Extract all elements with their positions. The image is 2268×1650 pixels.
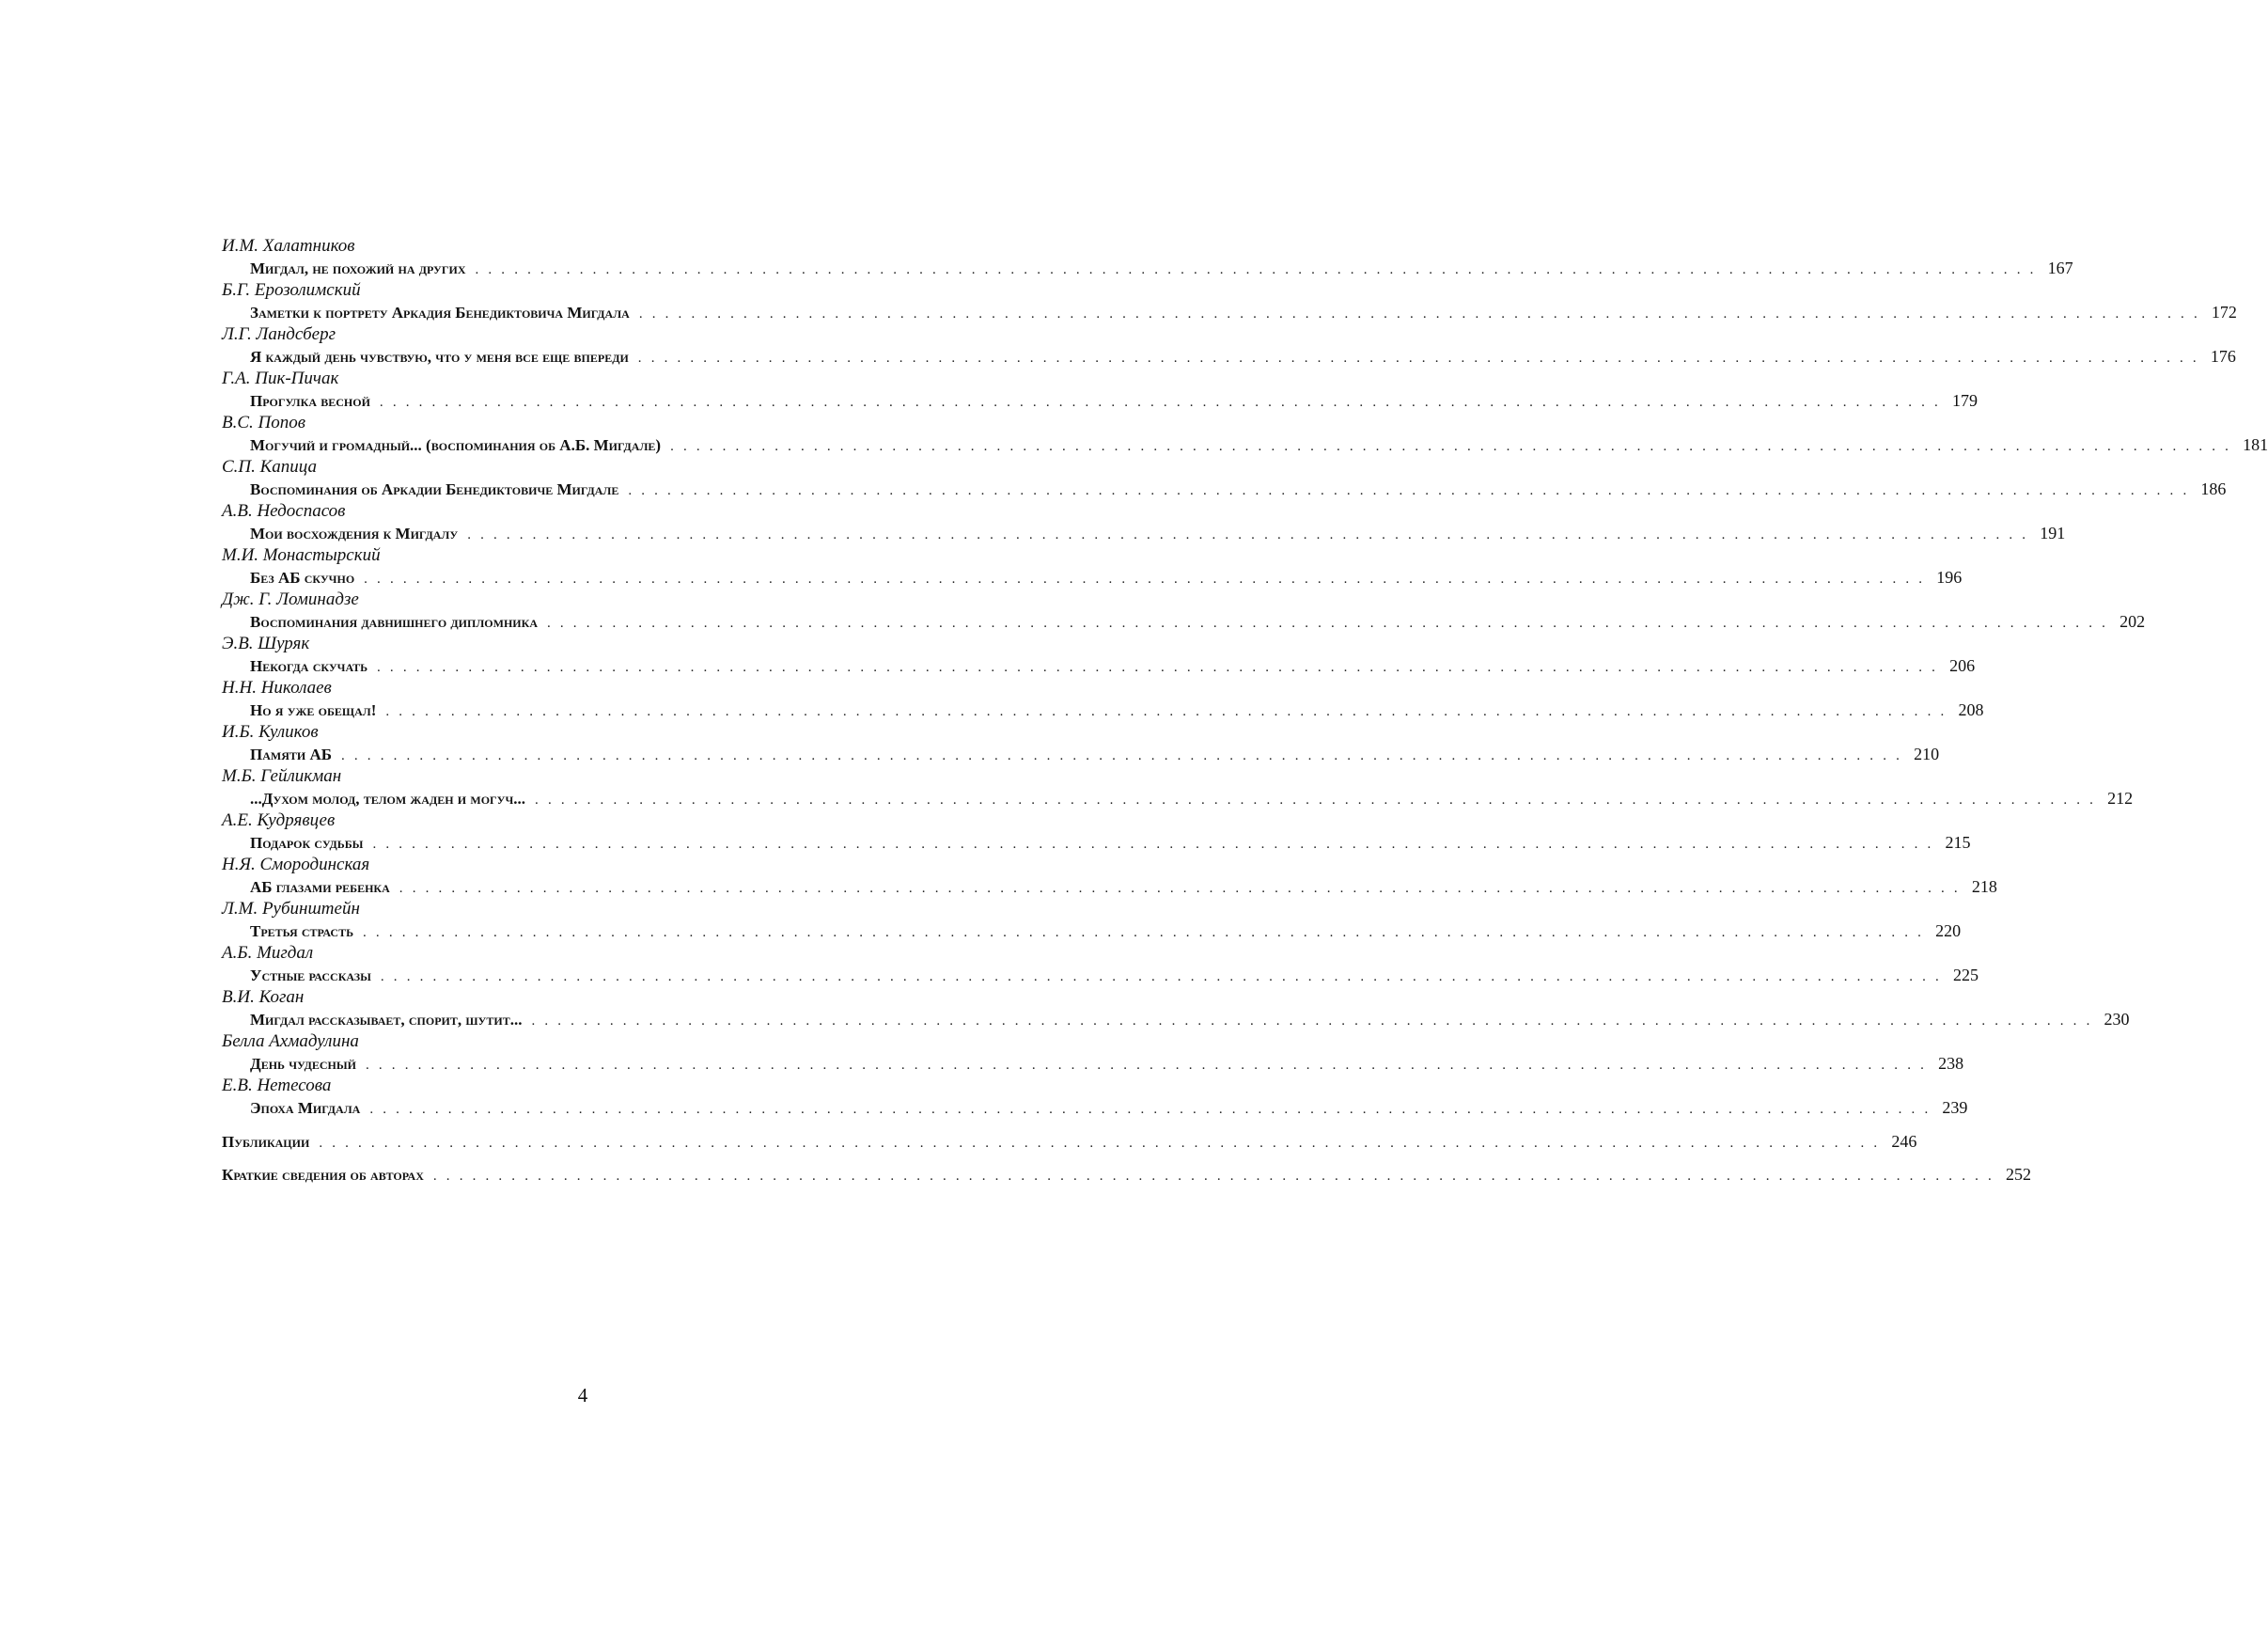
toc-entry[interactable] [222, 522, 2066, 544]
toc-page-number: 246 [1891, 1132, 1917, 1151]
dot-leader: . . . . . . . . . . . . . . . . . . . . . . . . . . . . . . . . . . . . . . . . . . . . . . . . . . . . . . . . . . . . . . . . . . . . . . . . . . . . . . . . . . . . . . . . . . . . . . . . . . . . . . . . . . . . . . . . . . . . . . . . [377, 660, 1939, 675]
toc-page-number: 220 [1935, 921, 1962, 940]
dot-leader: . . . . . . . . . . . . . . . . . . . . . . . . . . . . . . . . . . . . . . . . . . . . . . . . . . . . . . . . . . . . . . . . . . . . . . . . . . . . . . . . . . . . . . . . . . . . . . . . . . . . . . . . . . . . . . . . . . . . . . . . [364, 572, 1926, 587]
toc-entry[interactable] [222, 699, 1984, 721]
dot-leader: . . . . . . . . . . . . . . . . . . . . . . . . . . . . . . . . . . . . . . . . . . . . . . . . . . . . . . . . . . . . . . . . . . . . . . . . . . . . . . . . . . . . . . . . . . . . . . . . . . . . . . . . . . . . . . . . . . . . . . . . [379, 395, 1941, 410]
toc-page-number: 191 [2040, 524, 2066, 542]
toc-entry[interactable] [222, 389, 1978, 412]
toc-page-number: 206 [1949, 656, 1976, 675]
toc-entry-title: Мигдал рассказывает, спорит, шутит... [250, 1011, 523, 1029]
toc-entry-title: ...Духом молод, телом жаден и могуч... [250, 790, 526, 808]
toc-entry[interactable] [222, 610, 2146, 633]
toc-entry-title: День чудесный [250, 1055, 356, 1073]
toc-author: А.Е. Кудрявцев [222, 810, 336, 830]
toc-author: А.Б. Мигдал [222, 943, 314, 963]
toc-author: М.И. Монастырский [222, 545, 381, 565]
toc-entry-title: Некогда скучать [250, 657, 368, 675]
toc-entry[interactable] [222, 566, 1963, 589]
dot-leader: . . . . . . . . . . . . . . . . . . . . . . . . . . . . . . . . . . . . . . . . . . . . . . . . . . . . . . . . . . . . . . . . . . . . . . . . . . . . . . . . . . . . . . . . . . . . . . . . . . . . . . . . . . . . . . . . . . . . . . . . [319, 1136, 1881, 1151]
toc-page-number: 212 [2107, 789, 2134, 808]
dot-leader: . . . . . . . . . . . . . . . . . . . . . . . . . . . . . . . . . . . . . . . . . . . . . . . . . . . . . . . . . . . . . . . . . . . . . . . . . . . . . . . . . . . . . . . . . . . . . . . . . . . . . . . . . . . . . . . . . . . . . . . . [637, 351, 2199, 366]
toc-section-title: Краткие сведения об авторах [222, 1166, 424, 1184]
dot-leader: . . . . . . . . . . . . . . . . . . . . . . . . . . . . . . . . . . . . . . . . . . . . . . . . . . . . . . . . . . . . . . . . . . . . . . . . . . . . . . . . . . . . . . . . . . . . . . . . . . . . . . . . . . . . . . . . . . . . . . . . [475, 262, 2037, 277]
toc-author: Н.Я. Смородинская [222, 855, 370, 874]
toc-author: Дж. Г. Ломинадзе [222, 589, 359, 609]
toc-entry-title: Без АБ скучно [250, 569, 355, 587]
dot-leader: . . . . . . . . . . . . . . . . . . . . . . . . . . . . . . . . . . . . . . . . . . . . . . . . . . . . . . . . . . . . . . . . . . . . . . . . . . . . . . . . . . . . . . . . . . . . . . . . . . . . . . . . . . . . . . . . . . . . . . . . [399, 881, 1961, 896]
toc-entry-title: Памяти АБ [250, 746, 332, 763]
toc-entry-title: Мои восхождения к Мигдалу [250, 525, 459, 542]
toc-page-number: 196 [1936, 568, 1963, 587]
toc-author: Л.Г. Ландсберг [222, 324, 336, 344]
dot-leader: . . . . . . . . . . . . . . . . . . . . . . . . . . . . . . . . . . . . . . . . . . . . . . . . . . . . . . . . . . . . . . . . . . . . . . . . . . . . . . . . . . . . . . . . . . . . . . . . . . . . . . . . . . . . . . . . . . . . . . . . [366, 1058, 1928, 1073]
toc-page-number: 172 [2211, 303, 2237, 322]
dot-leader: . . . . . . . . . . . . . . . . . . . . . . . . . . . . . . . . . . . . . . . . . . . . . . . . . . . . . . . . . . . . . . . . . . . . . . . . . . . . . . . . . . . . . . . . . . . . . . . . . . . . . . . . . . . . . . . . . . . . . . . . [372, 837, 1934, 852]
toc-entry[interactable] [222, 787, 2134, 809]
toc-page-number: 215 [1945, 833, 1971, 852]
toc-page-number: 181 [2243, 435, 2268, 454]
toc-author: Л.М. Рубинштейн [222, 899, 360, 919]
dot-leader: . . . . . . . . . . . . . . . . . . . . . . . . . . . . . . . . . . . . . . . . . . . . . . . . . . . . . . . . . . . . . . . . . . . . . . . . . . . . . . . . . . . . . . . . . . . . . . . . . . . . . . . . . . . . . . . . . . . . . . . . [341, 748, 1903, 763]
dot-leader: . . . . . . . . . . . . . . . . . . . . . . . . . . . . . . . . . . . . . . . . . . . . . . . . . . . . . . . . . . . . . . . . . . . . . . . . . . . . . . . . . . . . . . . . . . . . . . . . . . . . . . . . . . . . . . . . . . . . . . . . [363, 925, 1925, 940]
dot-leader: . . . . . . . . . . . . . . . . . . . . . . . . . . . . . . . . . . . . . . . . . . . . . . . . . . . . . . . . . . . . . . . . . . . . . . . . . . . . . . . . . . . . . . . . . . . . . . . . . . . . . . . . . . . . . . . . . . . . . . . . [432, 1169, 1994, 1184]
toc-entry[interactable] [222, 743, 1940, 765]
toc-entry[interactable] [222, 919, 1962, 942]
toc-page-number: 252 [2005, 1165, 2031, 1184]
toc-entry-title: Третья страсть [250, 922, 354, 940]
toc-entry[interactable] [222, 433, 2268, 456]
toc-page-number: 186 [2200, 479, 2227, 498]
toc-entry-title: Эпоха Мигдала [250, 1099, 361, 1117]
toc-entry-title: Устные рассказы [250, 966, 371, 984]
toc-entry-title: Я каждый день чувствую, что у меня все еще впереди [250, 348, 629, 366]
toc-entry-title: Прогулка весной [250, 392, 370, 410]
toc-entry[interactable] [222, 257, 2073, 279]
toc-section[interactable] [222, 1130, 1917, 1153]
toc-entry-title: Подарок судьбы [250, 834, 364, 852]
toc-section[interactable] [222, 1163, 2031, 1186]
toc-entry-title: Мигдал, не похожий на других [250, 259, 466, 277]
toc-entry[interactable] [222, 964, 1979, 986]
toc-entry[interactable] [222, 875, 1997, 898]
dot-leader: . . . . . . . . . . . . . . . . . . . . . . . . . . . . . . . . . . . . . . . . . . . . . . . . . . . . . . . . . . . . . . . . . . . . . . . . . . . . . . . . . . . . . . . . . . . . . . . . . . . . . . . . . . . . . . . . . . . . . . . . [670, 439, 2232, 454]
toc-entry[interactable] [222, 345, 2236, 368]
toc-author: В.И. Коган [222, 987, 305, 1007]
toc-author: Б.Г. Ерозолимский [222, 280, 361, 300]
toc-page-number: 176 [2210, 347, 2236, 366]
toc-entry-title: АБ глазами ребенка [250, 878, 390, 896]
toc-entry-title: Воспоминания давнишнего дипломника [250, 613, 538, 631]
toc-author: С.П. Капица [222, 457, 317, 477]
toc-author: И.М. Халатников [222, 236, 355, 256]
toc-section-title: Публикации [222, 1133, 310, 1151]
toc-author: Е.В. Нетесова [222, 1076, 332, 1095]
toc-page-number: 202 [2119, 612, 2146, 631]
toc-author: И.Б. Куликов [222, 722, 319, 742]
dot-leader: . . . . . . . . . . . . . . . . . . . . . . . . . . . . . . . . . . . . . . . . . . . . . . . . . . . . . . . . . . . . . . . . . . . . . . . . . . . . . . . . . . . . . . . . . . . . . . . . . . . . . . . . . . . . . . . . . . . . . . . . [535, 793, 2097, 808]
toc-page-number: 225 [1952, 966, 1979, 984]
page-number: 4 [577, 1384, 588, 1406]
toc-entry-title: Могучий и громадный... (воспоминания об А.Б. Мигдале) [250, 436, 662, 454]
toc-entry[interactable] [222, 654, 1976, 677]
toc-entry-title: Заметки к портрету Аркадия Бенедиктовича Мигдала [250, 304, 630, 322]
dot-leader: . . . . . . . . . . . . . . . . . . . . . . . . . . . . . . . . . . . . . . . . . . . . . . . . . . . . . . . . . . . . . . . . . . . . . . . . . . . . . . . . . . . . . . . . . . . . . . . . . . . . . . . . . . . . . . . . . . . . . . . . [467, 527, 2029, 542]
toc-entry[interactable] [222, 478, 2227, 500]
toc-page-number: 230 [2104, 1010, 2130, 1029]
toc-entry[interactable] [222, 1052, 1964, 1075]
table-of-contents [222, 235, 2268, 1186]
toc-page-number: 179 [1951, 391, 1978, 410]
toc-entry-title: Но я уже обещал! [250, 701, 377, 719]
toc-page-number: 167 [2047, 259, 2073, 277]
toc-page-number: 218 [1971, 877, 1997, 896]
dot-leader: . . . . . . . . . . . . . . . . . . . . . . . . . . . . . . . . . . . . . . . . . . . . . . . . . . . . . . . . . . . . . . . . . . . . . . . . . . . . . . . . . . . . . . . . . . . . . . . . . . . . . . . . . . . . . . . . . . . . . . . . [380, 969, 1942, 984]
toc-page-number: 208 [1958, 700, 1984, 719]
dot-leader: . . . . . . . . . . . . . . . . . . . . . . . . . . . . . . . . . . . . . . . . . . . . . . . . . . . . . . . . . . . . . . . . . . . . . . . . . . . . . . . . . . . . . . . . . . . . . . . . . . . . . . . . . . . . . . . . . . . . . . . . [547, 616, 2109, 631]
toc-page-number: 238 [1938, 1054, 1964, 1073]
dot-leader: . . . . . . . . . . . . . . . . . . . . . . . . . . . . . . . . . . . . . . . . . . . . . . . . . . . . . . . . . . . . . . . . . . . . . . . . . . . . . . . . . . . . . . . . . . . . . . . . . . . . . . . . . . . . . . . . . . . . . . . . [628, 483, 2190, 498]
toc-entry[interactable] [222, 831, 1971, 854]
toc-author: Н.Н. Николаев [222, 678, 332, 698]
toc-author: Э.В. Шуряк [222, 634, 310, 653]
toc-page-number: 210 [1914, 745, 1940, 763]
toc-entry[interactable] [222, 1008, 2130, 1030]
toc-entry[interactable] [222, 301, 2237, 323]
dot-leader: . . . . . . . . . . . . . . . . . . . . . . . . . . . . . . . . . . . . . . . . . . . . . . . . . . . . . . . . . . . . . . . . . . . . . . . . . . . . . . . . . . . . . . . . . . . . . . . . . . . . . . . . . . . . . . . . . . . . . . . . [531, 1014, 2093, 1029]
dot-leader: . . . . . . . . . . . . . . . . . . . . . . . . . . . . . . . . . . . . . . . . . . . . . . . . . . . . . . . . . . . . . . . . . . . . . . . . . . . . . . . . . . . . . . . . . . . . . . . . . . . . . . . . . . . . . . . . . . . . . . . . [638, 306, 2200, 322]
toc-author: М.Б. Гейликман [222, 766, 342, 786]
dot-leader: . . . . . . . . . . . . . . . . . . . . . . . . . . . . . . . . . . . . . . . . . . . . . . . . . . . . . . . . . . . . . . . . . . . . . . . . . . . . . . . . . . . . . . . . . . . . . . . . . . . . . . . . . . . . . . . . . . . . . . . . [385, 704, 1947, 719]
dot-leader: . . . . . . . . . . . . . . . . . . . . . . . . . . . . . . . . . . . . . . . . . . . . . . . . . . . . . . . . . . . . . . . . . . . . . . . . . . . . . . . . . . . . . . . . . . . . . . . . . . . . . . . . . . . . . . . . . . . . . . . . [369, 1102, 1932, 1117]
toc-entry-title: Воспоминания об Аркадии Бенедиктовиче Мигдале [250, 480, 619, 498]
toc-author: Г.А. Пик-Пичак [222, 369, 339, 388]
toc-author: Белла Ахмадулина [222, 1031, 359, 1051]
toc-author: А.В. Недоспасов [222, 501, 346, 521]
toc-page-number: 239 [1942, 1098, 1968, 1117]
toc-entry[interactable] [222, 1096, 1968, 1119]
toc-author: В.С. Попов [222, 413, 305, 432]
